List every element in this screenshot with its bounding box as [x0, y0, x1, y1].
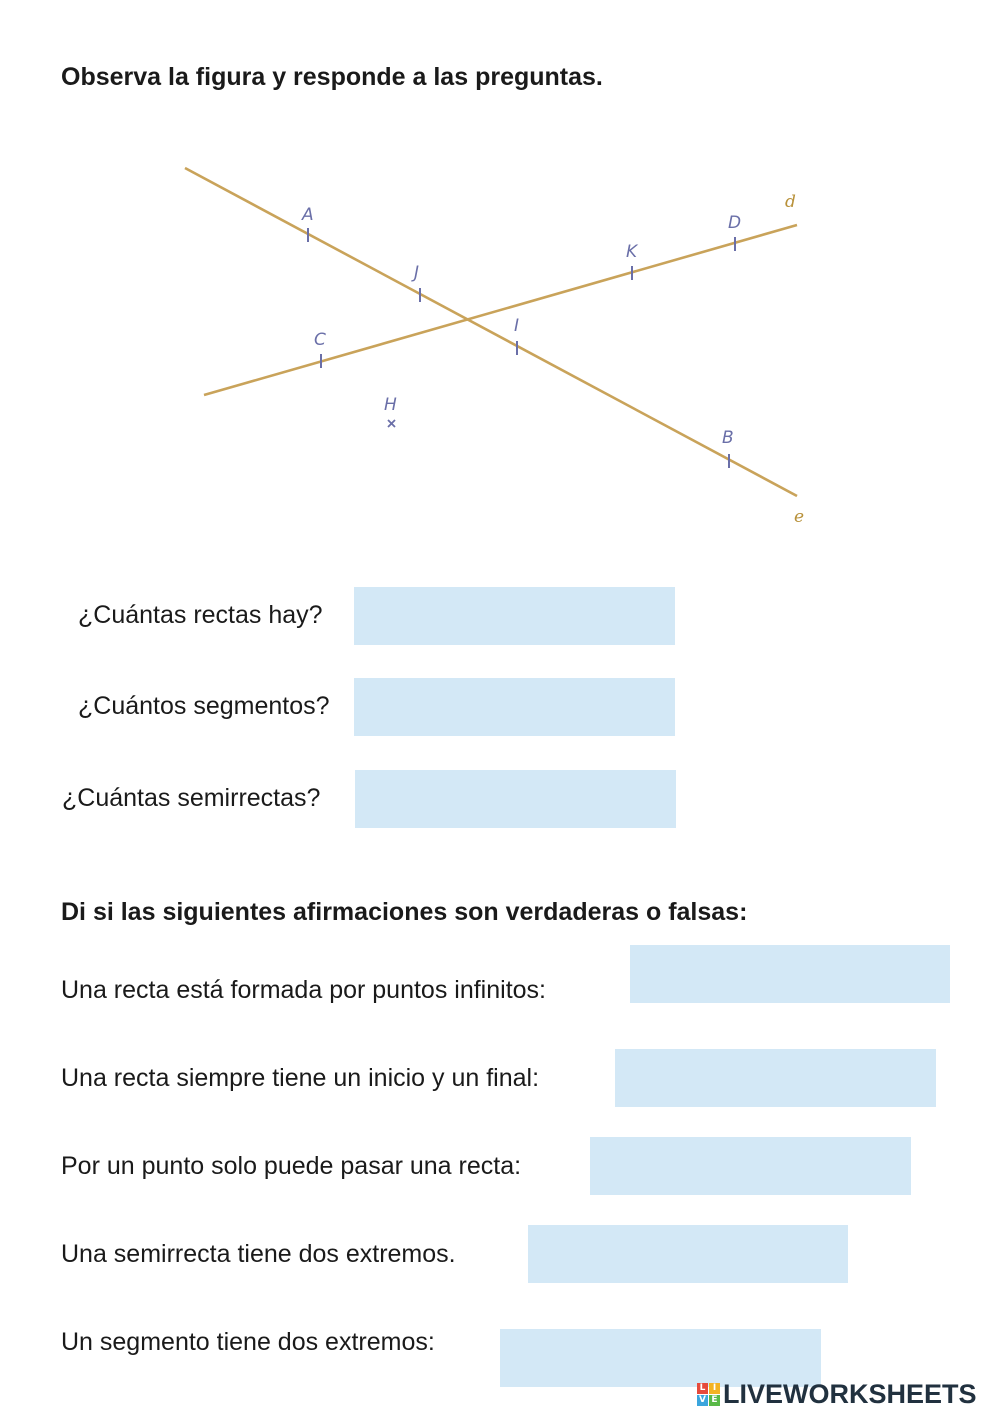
point-j-label: J [414, 263, 420, 283]
badge-letter: E [709, 1395, 720, 1406]
statement-label: Una semirrecta tiene dos extremos. [61, 1240, 456, 1268]
point-b-label: B [722, 428, 734, 448]
line-d [204, 225, 797, 395]
point-h-mark [388, 420, 395, 427]
badge-letter: I [709, 1383, 720, 1394]
point-c-label: C [314, 330, 326, 350]
liveworksheets-logo [697, 1378, 977, 1410]
line-d-label: d [785, 192, 796, 212]
answer-input-segmentos[interactable] [354, 678, 675, 736]
badge-letter: V [697, 1395, 708, 1406]
point-d-label: D [728, 213, 742, 233]
line-e [185, 168, 797, 496]
answer-input-rectas[interactable] [354, 587, 675, 645]
answer-input-statement-3[interactable] [590, 1137, 911, 1195]
question-label: ¿Cuántas semirrectas? [62, 784, 321, 812]
answer-input-statement-4[interactable] [528, 1225, 848, 1283]
statement-label: Una recta está formada por puntos infinitos: [61, 976, 546, 1004]
page-title: Observa la figura y responde a las preguntas. [61, 63, 603, 91]
section-heading: Di si las siguientes afirmaciones son verdaderas o falsas: [61, 898, 748, 926]
statement-label: Por un punto solo puede pasar una recta: [61, 1152, 522, 1180]
point-h-label: H [384, 395, 397, 415]
answer-input-statement-2[interactable] [615, 1049, 936, 1107]
statement-label: Una recta siempre tiene un inicio y un final: [61, 1064, 540, 1092]
point-a-label: A [302, 205, 314, 225]
question-label: ¿Cuántos segmentos? [78, 692, 330, 720]
badge-letter: L [697, 1383, 708, 1394]
logo-badge-icon [697, 1383, 720, 1406]
point-k-label: K [626, 242, 638, 262]
answer-input-semirrectas[interactable] [355, 770, 676, 828]
point-i-label: I [514, 316, 520, 336]
geometry-figure [150, 150, 850, 540]
line-e-label: e [794, 507, 805, 527]
question-label: ¿Cuántas rectas hay? [78, 601, 323, 629]
statement-label: Un segmento tiene dos extremos: [61, 1328, 435, 1356]
logo-text: LIVEWORKSHEETS [723, 1378, 977, 1409]
answer-input-statement-1[interactable] [630, 945, 950, 1003]
